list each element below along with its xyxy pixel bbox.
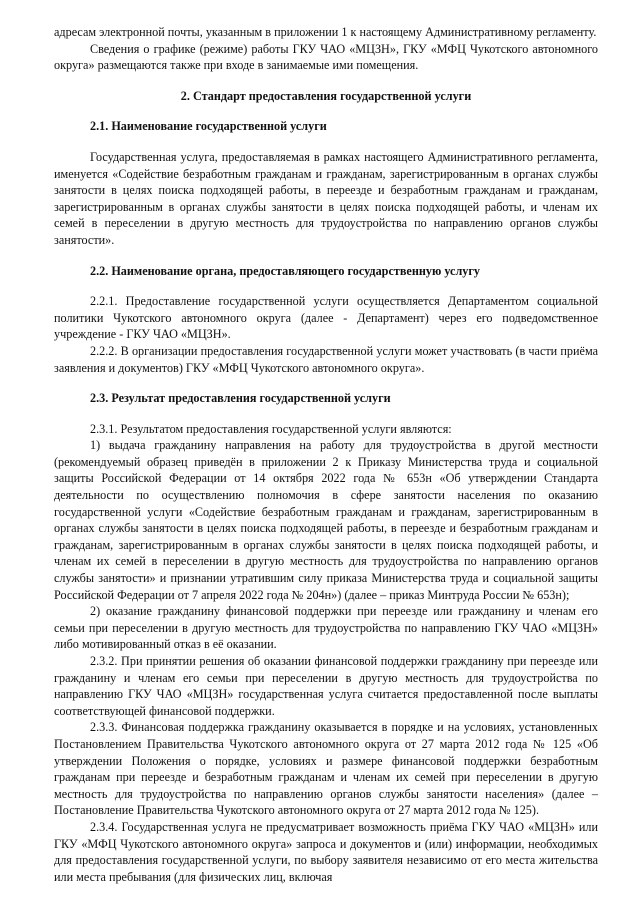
spacer	[54, 376, 598, 390]
spacer	[54, 407, 598, 421]
section-2-1-title: 2.1. Наименование государственной услуги	[90, 119, 327, 134]
section-2-3-paragraph-5: 2.3.3. Финансовая поддержка гражданину оказывается в порядке и на условиях, установленных Постановлением Правительства Чукотского автономного округа от 27 марта 2012 года № 125 «Об утверждении Положения о порядке, условиях и размере финансовой поддержки безработным гражданам при переезде и безработным гражданам и членам их семей при переселении в другую местность для трудоустройства по направлению органов службы занятости населения» (далее – Постановление Правительства Чукотского автономного округа от 27 марта 2012 года № 125).	[54, 720, 598, 818]
section-2-3-paragraph-4: 2.3.2. При принятии решения об оказании финансовой поддержки гражданину при переезде или гражданину и членам его семьи при переселении в другую местность для трудоустройства по направлению ГКУ ЧАО «МЦЗН» государственная услуга считается предоставленной после выплаты соответствующей финансовой поддержки.	[54, 654, 598, 718]
section-2-title: 2. Стандарт предоставления государственной услуги	[180, 88, 472, 103]
section-2-2-paragraph-2: 2.2.2. В организации предоставления государственной услуги может участвовать (в части приёма заявления и документов) ГКУ «МФЦ Чукотского автономного округа».	[54, 343, 598, 375]
section-2-2-paragraph-1: 2.2.1. Предоставление государственной услуги осуществляется Департаментом социальной политики Чукотского автономного округа (далее - Департамент) через его подведомственное учреждение - ГКУ ЧАО «МЦЗН».	[54, 294, 598, 342]
spacer	[54, 249, 598, 263]
spacer	[54, 135, 598, 149]
section-2-3-paragraph-1: 2.3.1. Результатом предоставления государственной услуги являются:	[90, 421, 452, 436]
intro-paragraph-1: адресам электронной почты, указанным в приложении 1 к настоящему Административному регламенту.	[54, 25, 597, 39]
spacer	[54, 104, 598, 118]
intro-paragraph-2: Сведения о графике (режиме) работы ГКУ ЧАО «МЦЗН», ГКУ «МФЦ Чукотского автономного округа» размещаются также при входе в занимаемые ими помещения.	[54, 41, 598, 73]
section-2-1-paragraph-1: Государственная услуга, предоставляемая в рамках настоящего Административного регламента, именуется «Содействие безработным гражданам и гражданам, зарегистрированным в органах службы занятости в целях поиска подходящей работы, в переезде и безработным гражданам и гражданам, зарегистрированным в органах службы занятости в целях поиска подходящей работы, и членам их семей в переселении в другую местность для трудоустройства по направлению органов службы занятости».	[54, 149, 598, 247]
spacer	[54, 279, 598, 293]
section-2-3-paragraph-3: 2) оказание гражданину финансовой поддержки при переезде или гражданину и членам его семьи при переселении в другую местность для трудоустройства по направлению ГКУ ЧАО «МЦЗН» либо мотивированный отказ в её оказании.	[54, 604, 598, 652]
section-2-2-title: 2.2. Наименование органа, предоставляющего государственную услугу	[90, 263, 481, 278]
section-2-3-paragraph-6: 2.3.4. Государственная услуга не предусматривает возможность приёма ГКУ ЧАО «МЦЗН» или ГКУ «МФЦ Чукотского автономного округа» запроса и документов и (или) информации, необходимых для предоставления государственной услуги, по выбору заявителя независимо от его места жительства или места пребывания (для физических лиц, включая	[54, 819, 598, 884]
section-2-3-paragraph-2: 1) выдача гражданину направления на работу для трудоустройства в другой местности (рекомендуемый образец приведён в приложении 2 к Приказу Министерства труда и социальной защиты Российской Федерации от 14 октября 2022 года № 653н «Об утверждении Стандарта деятельности по осуществлению полномочия в сфере занятости населения по оказанию государственной услуги «Содействие безработным гражданам и гражданам, зарегистрированным в органах службы занятости в целях поиска подходящей работы, в переезде и безработным гражданам и гражданам, зарегистрированным в органах службы занятости в целях поиска подходящей работы, и членам их семей в переселении в другую местность для трудоустройства по направлению органов службы занятости» и признании утратившим силу приказа Министерства труда и социальной защиты Российской Федерации от 7 апреля 2022 года № 204н») (далее – приказ Минтруда России № 653н);	[54, 438, 598, 602]
section-2-3-title: 2.3. Результат предоставления государственной услуги	[90, 391, 391, 406]
spacer	[54, 74, 598, 88]
